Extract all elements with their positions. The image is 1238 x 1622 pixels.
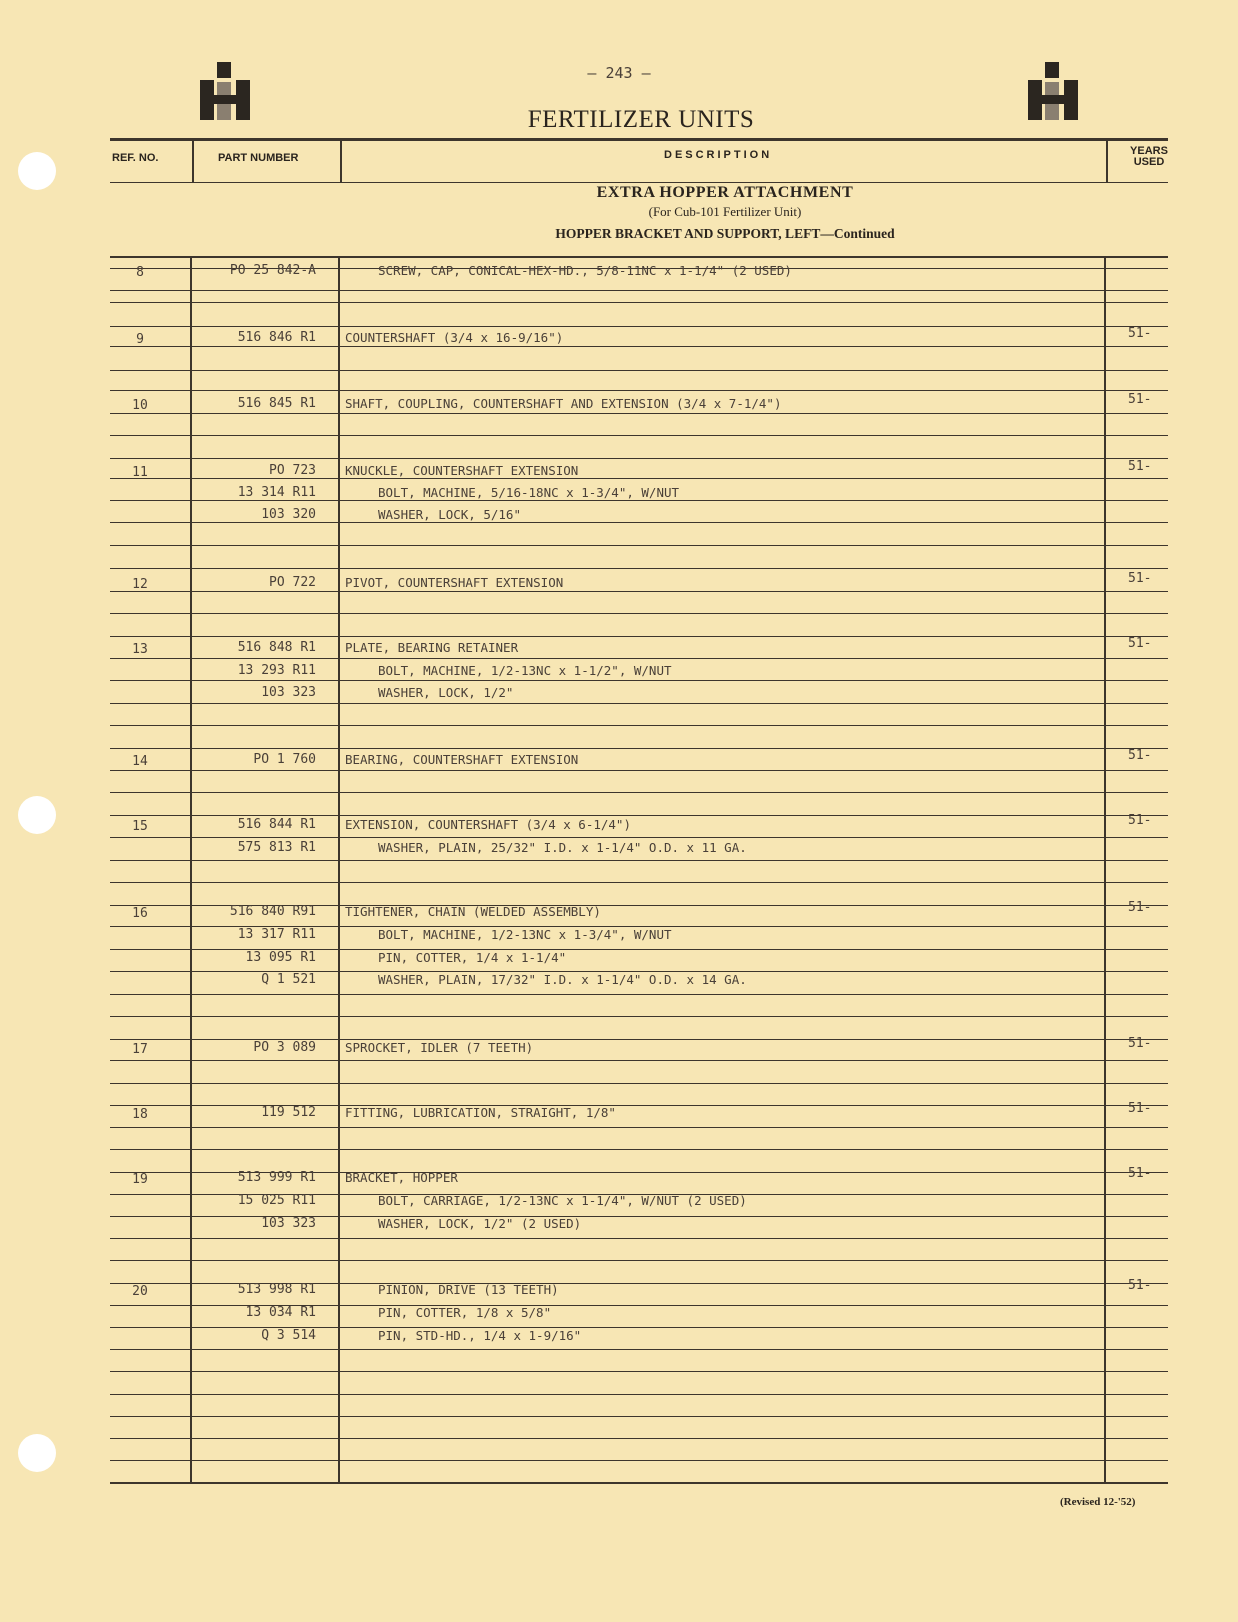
table-rule — [110, 302, 1168, 303]
item-description: PINION, DRIVE (13 TEETH) — [378, 1282, 559, 1297]
table-column-divider — [1104, 256, 1106, 1484]
table-rule — [110, 703, 1168, 704]
item-description: BOLT, MACHINE, 1/2-13NC x 1-1/2", W/NUT — [378, 663, 672, 678]
header-top-rule — [110, 138, 1168, 141]
item-part-number: 13 095 R1 — [245, 950, 316, 965]
item-part-number: 516 846 R1 — [237, 330, 316, 345]
item-years-used: 51- — [1128, 1278, 1152, 1293]
item-part-number: 13 034 R1 — [245, 1305, 316, 1320]
header-divider-1 — [192, 140, 194, 182]
table-rule — [110, 1394, 1168, 1395]
item-part-number: PO 723 — [269, 463, 316, 478]
table-rule — [110, 1260, 1168, 1261]
item-description: BRACKET, HOPPER — [345, 1170, 458, 1185]
item-description: WASHER, PLAIN, 25/32" I.D. x 1-1/4" O.D. x 11 GA. — [378, 840, 747, 855]
item-description: BEARING, COUNTERSHAFT EXTENSION — [345, 752, 579, 767]
item-ref-number: 9 — [136, 332, 144, 347]
table-rule — [110, 613, 1168, 614]
table-rule — [110, 1083, 1168, 1084]
table-rule — [110, 1127, 1168, 1128]
item-ref-number: 19 — [132, 1172, 148, 1187]
item-description: SCREW, CAP, CONICAL-HEX-HD., 5/8-11NC x 1-1/4" (2 USED) — [378, 263, 792, 278]
table-rule — [110, 458, 1168, 459]
item-years-used: 51- — [1128, 636, 1152, 651]
item-part-number: Q 1 521 — [261, 972, 316, 987]
table-rule — [110, 837, 1168, 838]
binder-hole-bottom — [18, 1434, 56, 1472]
item-years-used: 51- — [1128, 571, 1152, 586]
item-description: BOLT, MACHINE, 5/16-18NC x 1-3/4", W/NUT — [378, 485, 680, 500]
item-description: TIGHTENER, CHAIN (WELDED ASSEMBLY) — [345, 904, 601, 919]
table-rule — [110, 882, 1168, 883]
table-rule — [110, 1060, 1168, 1061]
item-ref-number: 11 — [132, 465, 148, 480]
section-subheading: (For Cub-101 Fertilizer Unit) — [648, 204, 802, 219]
item-years-used: 51- — [1128, 326, 1152, 341]
table-rule — [110, 770, 1168, 771]
item-part-number: PO 3 089 — [253, 1040, 316, 1055]
page-number: — 243 — — [587, 64, 651, 82]
item-part-number: 575 813 R1 — [237, 840, 316, 855]
item-years-used: 51- — [1128, 1101, 1152, 1116]
section-group: HOPPER BRACKET AND SUPPORT, LEFT—Continued — [555, 226, 895, 241]
item-part-number: PO 1 760 — [253, 752, 316, 767]
item-ref-number: 14 — [132, 754, 148, 769]
item-part-number: Q 3 514 — [261, 1328, 316, 1343]
item-years-used: 51- — [1128, 392, 1152, 407]
item-part-number: 13 314 R11 — [237, 485, 316, 500]
item-part-number: 516 848 R1 — [237, 640, 316, 655]
table-rule — [110, 1371, 1168, 1372]
item-part-number: PO 722 — [269, 575, 316, 590]
item-part-number: 516 840 R91 — [229, 904, 316, 919]
table-rule — [110, 370, 1168, 371]
page-title: FERTILIZER UNITS — [527, 106, 755, 133]
item-description: KNUCKLE, COUNTERSHAFT EXTENSION — [345, 463, 579, 478]
table-rule — [110, 256, 1168, 258]
item-ref-number: 18 — [132, 1107, 148, 1122]
table-rule — [110, 1438, 1168, 1439]
table-rule — [110, 290, 1168, 291]
item-part-number: 513 998 R1 — [237, 1282, 316, 1297]
item-description: SPROCKET, IDLER (7 TEETH) — [345, 1040, 534, 1055]
binder-hole-top — [18, 152, 56, 190]
table-rule — [110, 568, 1168, 569]
table-rule — [110, 326, 1168, 327]
item-part-number: 103 320 — [261, 507, 316, 522]
table-rule — [110, 658, 1168, 659]
header-bottom-rule — [110, 182, 1168, 183]
binder-hole-middle — [18, 796, 56, 834]
item-years-used: 51- — [1128, 748, 1152, 763]
table-rule — [110, 591, 1168, 592]
column-header-ref: REF. NO. — [112, 152, 159, 164]
item-part-number: 513 999 R1 — [237, 1170, 316, 1185]
item-part-number: 103 323 — [261, 685, 316, 700]
item-description: WASHER, LOCK, 1/2" — [378, 685, 514, 700]
header-divider-2 — [340, 140, 342, 182]
table-rule — [110, 1016, 1168, 1017]
item-ref-number: 10 — [132, 398, 148, 413]
item-part-number: 15 025 R11 — [237, 1193, 316, 1208]
table-rule — [110, 478, 1168, 479]
item-ref-number: 17 — [132, 1042, 148, 1057]
table-rule — [110, 792, 1168, 793]
item-description: WASHER, LOCK, 1/2" (2 USED) — [378, 1216, 582, 1231]
table-column-divider — [190, 256, 192, 1484]
table-rule — [110, 1460, 1168, 1461]
item-description: SHAFT, COUPLING, COUNTERSHAFT AND EXTENSION (3/4 x 7-1/4") — [345, 396, 782, 411]
item-years-used: 51- — [1128, 1036, 1152, 1051]
item-ref-number: 16 — [132, 906, 148, 921]
item-part-number: 13 317 R11 — [237, 927, 316, 942]
item-part-number: 103 323 — [261, 1216, 316, 1231]
item-part-number: PO 25 842-A — [229, 263, 316, 278]
table-rule — [110, 1416, 1168, 1417]
item-part-number: 516 845 R1 — [237, 396, 316, 411]
item-description: FITTING, LUBRICATION, STRAIGHT, 1/8" — [345, 1105, 616, 1120]
column-header-part: PART NUMBER — [218, 152, 299, 164]
column-header-description: DESCRIPTION — [664, 149, 773, 161]
item-part-number: 119 512 — [261, 1105, 316, 1120]
item-description: COUNTERSHAFT (3/4 x 16-9/16") — [345, 330, 564, 345]
item-description: PIN, COTTER, 1/4 x 1-1/4" — [378, 950, 567, 965]
table-rule — [110, 413, 1168, 414]
table-rule — [110, 636, 1168, 637]
table-rule — [110, 1482, 1168, 1484]
table-rule — [110, 748, 1168, 749]
column-header-years: YEARS USED — [1130, 145, 1168, 168]
table-rule — [110, 522, 1168, 523]
table-rule — [110, 860, 1168, 861]
item-years-used: 51- — [1128, 900, 1152, 915]
table-rule — [110, 346, 1168, 347]
table-rule — [110, 545, 1168, 546]
item-description: BOLT, MACHINE, 1/2-13NC x 1-3/4", W/NUT — [378, 927, 672, 942]
item-description: PIVOT, COUNTERSHAFT EXTENSION — [345, 575, 564, 590]
revision-note: (Revised 12-'52) — [1060, 1496, 1136, 1508]
item-description: PIN, COTTER, 1/8 x 5/8" — [378, 1305, 552, 1320]
item-description: WASHER, PLAIN, 17/32" I.D. x 1-1/4" O.D. x 14 GA. — [378, 972, 747, 987]
item-years-used: 51- — [1128, 1166, 1152, 1181]
table-rule — [110, 435, 1168, 436]
table-rule — [110, 1149, 1168, 1150]
item-description: EXTENSION, COUNTERSHAFT (3/4 x 6-1/4") — [345, 817, 631, 832]
item-part-number: 13 293 R11 — [237, 663, 316, 678]
item-part-number: 516 844 R1 — [237, 817, 316, 832]
item-ref-number: 15 — [132, 819, 148, 834]
table-rule — [110, 815, 1168, 816]
item-description: PIN, STD-HD., 1/4 x 1-9/16" — [378, 1328, 582, 1343]
table-rule — [110, 390, 1168, 391]
table-rule — [110, 1238, 1168, 1239]
item-description: PLATE, BEARING RETAINER — [345, 640, 519, 655]
item-ref-number: 13 — [132, 642, 148, 657]
item-description: WASHER, LOCK, 5/16" — [378, 507, 521, 522]
item-ref-number: 12 — [132, 577, 148, 592]
item-description: BOLT, CARRIAGE, 1/2-13NC x 1-1/4", W/NUT (2 USED) — [378, 1193, 747, 1208]
item-ref-number: 8 — [136, 265, 144, 280]
header-divider-3 — [1106, 140, 1108, 182]
table-rule — [110, 725, 1168, 726]
item-years-used: 51- — [1128, 813, 1152, 828]
section-heading: EXTRA HOPPER ATTACHMENT — [596, 184, 854, 201]
item-ref-number: 20 — [132, 1284, 148, 1299]
table-rule — [110, 994, 1168, 995]
table-rule — [110, 500, 1168, 501]
table-rule — [110, 1349, 1168, 1350]
table-column-divider — [338, 256, 340, 1484]
table-rule — [110, 680, 1168, 681]
item-years-used: 51- — [1128, 459, 1152, 474]
